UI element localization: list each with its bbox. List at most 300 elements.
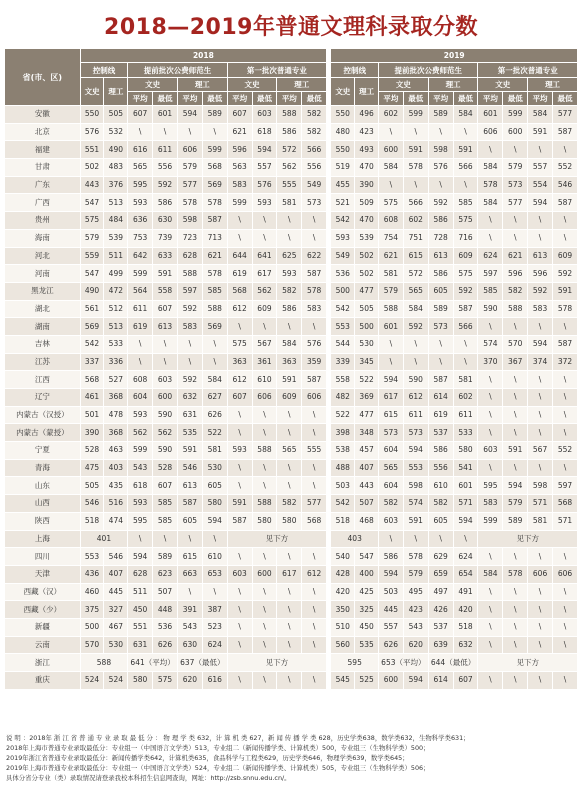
score-cell: 507 (153, 583, 178, 601)
table-row (5, 176, 578, 194)
score-cell: \ (528, 672, 553, 690)
score-cell: 428 (331, 565, 355, 583)
score-cell: \ (177, 583, 202, 601)
province-cell: 湖南 (5, 318, 81, 336)
score-cell: 470 (355, 159, 379, 177)
score-cell: 523 (202, 618, 227, 636)
score-cell: 578 (403, 159, 428, 177)
score-cell: 510 (331, 618, 355, 636)
average-header: 平均 (177, 92, 202, 106)
score-cell: 605 (428, 282, 453, 300)
score-cell: \ (503, 229, 528, 247)
province-cell: 广西 (5, 194, 81, 212)
score-cell: \ (177, 335, 202, 353)
score-cell: \ (302, 636, 327, 654)
score-cell: \ (252, 618, 277, 636)
score-cell: 550 (331, 141, 355, 159)
score-cell: 588 (378, 300, 403, 318)
score-cell: 505 (104, 106, 128, 124)
score-cell: 739 (153, 229, 178, 247)
score-cell: 587 (428, 371, 453, 389)
early-batch-header: 提前批次公费师范生 (378, 63, 477, 78)
score-cell: \ (553, 618, 578, 636)
score-cell: 535 (177, 424, 202, 442)
table-row (5, 318, 578, 336)
score-cell: 612 (227, 300, 252, 318)
admission-score-table (4, 48, 578, 690)
score-cell: 581 (378, 265, 403, 283)
score-cell: 407 (104, 565, 128, 583)
score-cell: 584 (478, 194, 503, 212)
score-cell: 624 (478, 247, 503, 265)
score-cell: 630 (153, 212, 178, 230)
table-row (5, 229, 578, 247)
score-cell: 596 (227, 141, 252, 159)
table-row (5, 389, 578, 407)
score-cell: 611 (128, 300, 153, 318)
score-cell: 359 (302, 353, 327, 371)
score-cell: 584 (478, 159, 503, 177)
score-cell: \ (478, 406, 503, 424)
score-cell: 570 (503, 335, 528, 353)
score-cell: 565 (128, 159, 153, 177)
score-cell: 592 (553, 265, 578, 283)
province-cell: 山东 (5, 477, 81, 495)
score-cell: 581 (453, 371, 478, 389)
score-cell: 586 (428, 442, 453, 460)
score-cell: 556 (153, 159, 178, 177)
score-cell: 617 (252, 265, 277, 283)
province-cell: 西藏（少） (5, 601, 81, 619)
province-cell: 内蒙古（蒙授） (5, 424, 81, 442)
score-cell: 550 (80, 106, 104, 124)
score-cell: 578 (553, 300, 578, 318)
score-cell: 585 (153, 512, 178, 530)
score-cell: 435 (104, 477, 128, 495)
score-cell: 578 (202, 194, 227, 212)
score-cell: 753 (128, 229, 153, 247)
score-cell: 554 (528, 176, 553, 194)
score-cell: 539 (104, 229, 128, 247)
score-cell: \ (453, 176, 478, 194)
score-cell: 571 (553, 512, 578, 530)
score-cell: 539 (355, 229, 379, 247)
score-cell: \ (252, 672, 277, 690)
score-cell: 603 (378, 512, 403, 530)
score-cell: 497 (428, 583, 453, 601)
score-cell: \ (503, 672, 528, 690)
score-cell: 528 (153, 459, 178, 477)
province-cell: 河南 (5, 265, 81, 283)
province-cell: 辽宁 (5, 389, 81, 407)
score-cell: 535 (355, 636, 379, 654)
score-cell: 502 (80, 159, 104, 177)
score-cell: 594 (177, 106, 202, 124)
score-cell: \ (227, 212, 252, 230)
score-cell: 387 (202, 601, 227, 619)
score-cell: 606 (252, 389, 277, 407)
score-cell: 612 (403, 389, 428, 407)
score-cell: 552 (553, 159, 578, 177)
score-cell: \ (553, 212, 578, 230)
score-cell: 457 (355, 442, 379, 460)
score-cell: 716 (453, 229, 478, 247)
score-cell: 555 (302, 442, 327, 460)
score-cell: 551 (80, 141, 104, 159)
score-cell: 445 (378, 601, 403, 619)
province-cell: 天津 (5, 565, 81, 583)
score-cell: 593 (128, 406, 153, 424)
score-cell: 558 (153, 282, 178, 300)
score-cell: 591 (403, 141, 428, 159)
province-header: 省(市、区) (5, 49, 81, 106)
score-cell: 565 (277, 442, 302, 460)
minimum-header: 最低 (503, 92, 528, 106)
science-header: 理工 (177, 78, 227, 92)
score-cell: 550 (331, 106, 355, 124)
province-cell: 黑龙江 (5, 282, 81, 300)
score-cell: 574 (403, 495, 428, 513)
score-cell: 583 (528, 300, 553, 318)
score-cell: 584 (378, 159, 403, 177)
score-cell: 580 (202, 495, 227, 513)
score-cell: \ (252, 548, 277, 566)
score-cell: 511 (104, 247, 128, 265)
score-cell: 589 (202, 106, 227, 124)
table-row (5, 565, 578, 583)
score-cell: 521 (331, 194, 355, 212)
score-cell: 577 (503, 194, 528, 212)
score-cell: 584 (478, 565, 503, 583)
score-cell: 541 (453, 459, 478, 477)
score-cell: 578 (503, 565, 528, 583)
score-cell: 754 (378, 229, 403, 247)
score-cell: 566 (453, 159, 478, 177)
score-cell: 374 (528, 353, 553, 371)
score-cell: 611 (153, 141, 178, 159)
score-cell: 581 (202, 442, 227, 460)
score-cell: 607 (128, 106, 153, 124)
score-cell: 619 (128, 318, 153, 336)
score-cell: 575 (378, 194, 403, 212)
score-cell: 576 (428, 159, 453, 177)
score-cell: 391 (177, 601, 202, 619)
score-cell: \ (277, 583, 302, 601)
table-row (5, 495, 578, 513)
score-cell: 443 (80, 176, 104, 194)
score-cell: 583 (177, 318, 202, 336)
notes (6, 733, 578, 783)
score-cell: 587 (553, 123, 578, 141)
average-header: 平均 (277, 92, 302, 106)
score-cell: 536 (153, 618, 178, 636)
score-cell: 619 (428, 406, 453, 424)
score-cell: 426 (428, 601, 453, 619)
score-cell: 603 (478, 442, 503, 460)
score-cell: \ (277, 601, 302, 619)
score-cell: 577 (177, 176, 202, 194)
score-cell: 616 (128, 141, 153, 159)
score-cell: 484 (104, 212, 128, 230)
score-cell: 619 (227, 265, 252, 283)
score-cell: 663 (177, 565, 202, 583)
score-cell: \ (553, 601, 578, 619)
score-cell: \ (227, 618, 252, 636)
score-cell: 363 (277, 353, 302, 371)
score-cell: \ (277, 212, 302, 230)
score-cell: 592 (177, 300, 202, 318)
score-cell: \ (277, 548, 302, 566)
score-cell: 582 (503, 282, 528, 300)
score-cell: 518 (80, 512, 104, 530)
score-cell: 518 (331, 512, 355, 530)
table-row (5, 247, 578, 265)
score-cell: \ (252, 424, 277, 442)
score-cell: 593 (227, 442, 252, 460)
score-cell: 543 (128, 459, 153, 477)
minimum-score-cell: 637（最低） (177, 654, 227, 672)
score-cell: 538 (331, 442, 355, 460)
score-cell: \ (528, 601, 553, 619)
province-cell: 重庆 (5, 672, 81, 690)
province-cell: 海南 (5, 229, 81, 247)
score-cell: 578 (302, 282, 327, 300)
score-cell: \ (503, 406, 528, 424)
score-cell: 327 (104, 601, 128, 619)
average-header: 平均 (378, 92, 403, 106)
score-cell: 345 (355, 353, 379, 371)
score-cell: \ (528, 229, 553, 247)
score-cell: \ (302, 548, 327, 566)
score-cell: 567 (528, 442, 553, 460)
score-cell: \ (553, 318, 578, 336)
science-header: 理工 (104, 78, 128, 106)
score-cell: \ (453, 123, 478, 141)
score-cell: 594 (403, 672, 428, 690)
average-header: 平均 (128, 92, 153, 106)
minimum-header: 最低 (453, 92, 478, 106)
score-cell: 597 (478, 265, 503, 283)
score-cell: \ (202, 530, 227, 548)
average-header: 平均 (528, 92, 553, 106)
province-cell: 四川 (5, 548, 81, 566)
score-cell: 573 (403, 424, 428, 442)
control-line-header: 控制线 (80, 63, 128, 78)
score-cell: 598 (428, 141, 453, 159)
score-cell: \ (252, 406, 277, 424)
average-header: 平均 (478, 92, 503, 106)
score-cell: 621 (378, 247, 403, 265)
score-cell: \ (177, 123, 202, 141)
score-cell: 583 (478, 495, 503, 513)
score-cell: 614 (428, 672, 453, 690)
score-cell: \ (503, 618, 528, 636)
score-cell: \ (478, 672, 503, 690)
score-cell: 603 (227, 565, 252, 583)
liberal-arts-header: 文史 (378, 78, 428, 92)
score-cell: 588 (277, 106, 302, 124)
score-cell: \ (378, 530, 403, 548)
score-cell: 599 (478, 512, 503, 530)
score-cell: 572 (403, 265, 428, 283)
score-cell: 644 (227, 247, 252, 265)
score-cell: 604 (378, 442, 403, 460)
table-row (5, 212, 578, 230)
table-row (5, 159, 578, 177)
see-below-cell: 见下方 (227, 654, 326, 672)
score-cell: 595 (128, 512, 153, 530)
score-cell: \ (428, 530, 453, 548)
table-row (5, 548, 578, 566)
score-cell: 629 (428, 548, 453, 566)
province-cell: 福建 (5, 141, 81, 159)
score-cell: 601 (478, 106, 503, 124)
province-cell: 内蒙古（汉授） (5, 406, 81, 424)
score-cell: \ (252, 212, 277, 230)
table-row (5, 265, 578, 283)
score-cell: 546 (80, 495, 104, 513)
score-cell: 576 (80, 123, 104, 141)
score-cell: 350 (331, 601, 355, 619)
liberal-arts-header: 文史 (478, 78, 528, 92)
score-cell: \ (528, 583, 553, 601)
score-cell: \ (378, 123, 403, 141)
score-cell: 575 (153, 672, 178, 690)
score-cell: 376 (104, 176, 128, 194)
score-cell: \ (553, 672, 578, 690)
score-cell: 589 (503, 512, 528, 530)
score-cell: 586 (277, 300, 302, 318)
score-cell: 450 (355, 618, 379, 636)
score-cell: 511 (128, 583, 153, 601)
control-line-cell: 595 (331, 654, 379, 672)
table-row (5, 282, 578, 300)
score-cell: 590 (403, 371, 428, 389)
score-cell: 566 (302, 141, 327, 159)
score-cell: 600 (153, 389, 178, 407)
score-cell: \ (503, 548, 528, 566)
score-cell: \ (302, 229, 327, 247)
score-cell: 425 (355, 583, 379, 601)
score-cell: \ (202, 335, 227, 353)
score-cell: 653 (202, 565, 227, 583)
score-cell: 605 (202, 477, 227, 495)
liberal-arts-header: 文史 (128, 78, 178, 92)
score-cell: 591 (553, 282, 578, 300)
score-cell: \ (378, 176, 403, 194)
score-cell: 568 (302, 512, 327, 530)
score-cell: 590 (478, 300, 503, 318)
province-cell: 广东 (5, 176, 81, 194)
score-cell: 372 (553, 353, 578, 371)
score-cell: 601 (378, 318, 403, 336)
score-cell: 578 (403, 548, 428, 566)
score-cell: 567 (252, 335, 277, 353)
score-cell: 607 (227, 106, 252, 124)
score-cell: 553 (403, 459, 428, 477)
minimum-header: 最低 (553, 92, 578, 106)
score-cell: 463 (104, 442, 128, 460)
score-cell: 578 (478, 176, 503, 194)
score-cell: 621 (503, 247, 528, 265)
science-header: 理工 (428, 78, 478, 92)
score-cell: 586 (153, 194, 178, 212)
score-cell: 631 (128, 636, 153, 654)
score-cell: \ (528, 548, 553, 566)
score-cell: 594 (202, 512, 227, 530)
score-cell: 568 (553, 495, 578, 513)
score-cell: \ (478, 371, 503, 389)
score-cell: 571 (528, 495, 553, 513)
score-cell: 398 (331, 424, 355, 442)
score-cell: 628 (177, 247, 202, 265)
score-cell: \ (403, 530, 428, 548)
score-cell: 530 (355, 335, 379, 353)
score-cell: \ (428, 176, 453, 194)
score-cell: \ (128, 353, 153, 371)
province-cell: 安徽 (5, 106, 81, 124)
score-cell: \ (277, 459, 302, 477)
score-cell: 505 (80, 477, 104, 495)
score-cell: 573 (302, 194, 327, 212)
score-cell: 589 (153, 548, 178, 566)
score-cell: 519 (331, 159, 355, 177)
score-cell: \ (227, 477, 252, 495)
score-cell: 579 (177, 159, 202, 177)
score-cell: 594 (453, 512, 478, 530)
score-cell: 585 (478, 282, 503, 300)
score-cell: 407 (355, 459, 379, 477)
score-cell: 500 (80, 618, 104, 636)
score-cell: \ (153, 530, 178, 548)
minimum-header: 最低 (153, 92, 178, 106)
score-cell: \ (202, 353, 227, 371)
score-cell: \ (227, 601, 252, 619)
score-cell: \ (302, 212, 327, 230)
score-cell: 591 (403, 512, 428, 530)
score-cell: 591 (277, 371, 302, 389)
score-cell: \ (227, 229, 252, 247)
year-2018-header: 2018 (80, 49, 326, 63)
table-row (5, 194, 578, 212)
score-cell: \ (503, 141, 528, 159)
score-cell: 467 (104, 618, 128, 636)
score-cell: 549 (331, 247, 355, 265)
score-cell: 606 (528, 565, 553, 583)
science-header: 理工 (355, 78, 379, 106)
score-cell: \ (302, 672, 327, 690)
score-cell: 461 (80, 389, 104, 407)
province-cell: 云南 (5, 636, 81, 654)
score-cell: 608 (378, 212, 403, 230)
score-cell: 587 (227, 512, 252, 530)
score-cell: \ (553, 424, 578, 442)
score-cell: \ (302, 583, 327, 601)
score-cell: \ (553, 389, 578, 407)
score-cell: 594 (378, 371, 403, 389)
score-cell: 475 (80, 459, 104, 477)
score-cell: 599 (128, 265, 153, 283)
score-cell: \ (153, 123, 178, 141)
score-cell: 502 (355, 265, 379, 283)
score-cell: 468 (355, 512, 379, 530)
score-cell: 552 (553, 442, 578, 460)
score-cell: 623 (153, 565, 178, 583)
score-cell: 596 (528, 265, 553, 283)
score-cell: 555 (277, 176, 302, 194)
score-cell: 578 (177, 194, 202, 212)
score-cell: \ (177, 530, 202, 548)
